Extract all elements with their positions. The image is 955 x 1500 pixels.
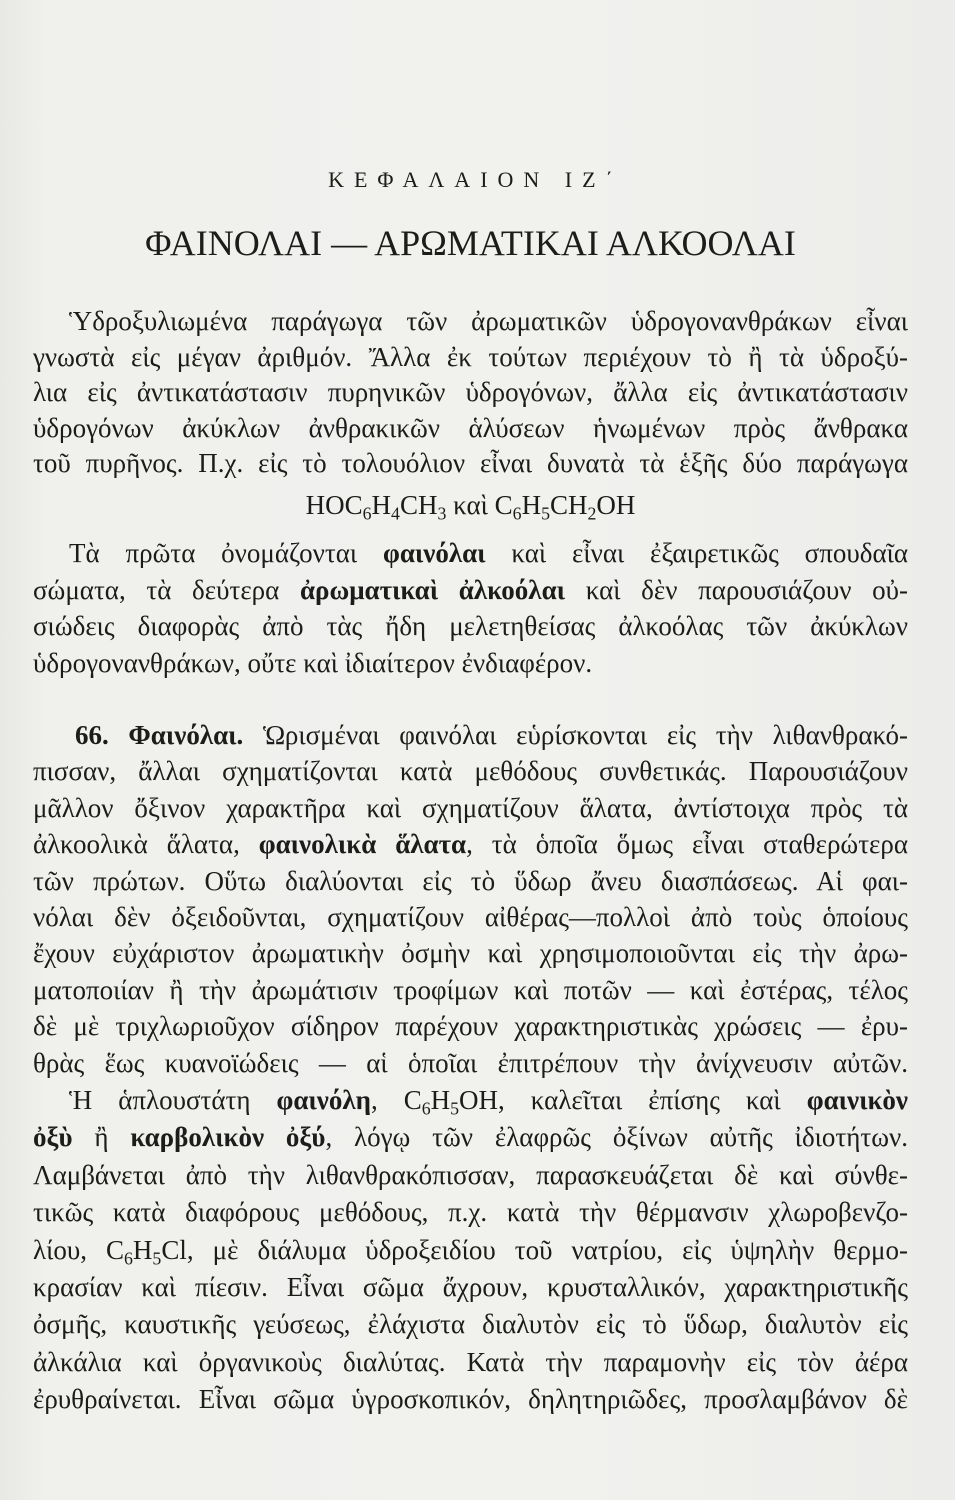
text-line (33, 411, 908, 447)
text-line (33, 446, 908, 482)
line-text (33, 1194, 908, 1231)
text-run: σώματα, τὰ δεύτερα (33, 574, 300, 605)
text-line (33, 1119, 908, 1156)
line-text (33, 972, 908, 1008)
line-text (33, 1344, 908, 1381)
text-run: γνωστὰ εἰς μέγαν ἀριθμόν. Ἄλλα ἐκ τούτων περιέχουν τὸ ἢ τὰ ὑδροξύ- (33, 341, 908, 372)
text-run: , τὰ ὁποῖα ὅμως εἶναι σταθερώτερα (466, 829, 908, 860)
line-text (33, 790, 908, 826)
text-run: καὶ δὲν παρουσιάζουν οὐ- (565, 574, 908, 605)
bold-term: ἀρωματικαὶ ἀλκοόλαι (299, 574, 566, 605)
line-text (33, 375, 908, 411)
text-run: τοῦ πυρῆνος. Π.χ. εἰς τὸ τολουόλιον εἶναι δυνατὰ τὰ ἑξῆς δύο παράγωγα (33, 448, 908, 478)
text-line (33, 1008, 908, 1044)
subscript: 2 (587, 503, 597, 524)
text-run: ὑδρογονανθράκων, οὔτε καὶ ἰδιαίτερον ἐνδιαφέρον. (33, 648, 593, 679)
text-line (33, 572, 908, 609)
text-line (33, 972, 908, 1008)
text-run: καὶ εἶναι ἐξαιρετικῶς σπουδαῖα (485, 538, 909, 568)
line-text (33, 935, 908, 971)
line-text (69, 535, 908, 572)
text-line (33, 1344, 908, 1381)
text-line (33, 1232, 908, 1269)
naming-paragraph (33, 535, 908, 682)
text-run: ὑδρογόνων ἀκύκλων ἀνθρακικῶν ἁλύσεων ἡνωμένων πρὸς ἄνθρακα (33, 412, 908, 443)
text-run: ἀλκοολικὰ ἅλατα, (33, 829, 259, 860)
line-text (75, 717, 908, 753)
text-run: Τὰ πρῶτα ὀνομάζονται (69, 538, 383, 568)
text-run: νόλαι δὲν ὀξειδοῦνται, σχηματίζουν αἰθέρας—πολλοὶ ἀπὸ τοὺς ὁποίους (33, 901, 908, 932)
text-line (33, 935, 908, 971)
text-run: ἀλκάλια καὶ ὀργανικοὺς διαλύτας. Κατὰ τὴν παραμονὴν εἰς τὸν ἀέρα (33, 1346, 908, 1377)
text-run: δὲ μὲ τριχλωριοῦχον σίδηρον παρέχουν χαρακτηριστικὰς χρώσεις — ἐρυ- (33, 1011, 908, 1042)
line-text (33, 753, 908, 789)
phenol-paragraph (33, 1082, 908, 1419)
text-line (33, 863, 908, 899)
line-text (33, 863, 908, 899)
text-run: μᾶλλον ὄξινον χαρακτῆρα καὶ σχηματίζουν ἅλατα, ἀντίστοιχα πρὸς τὰ (33, 792, 908, 823)
text-line (33, 1381, 908, 1418)
text-run: OH, καλεῖται ἐπίσης καὶ (459, 1085, 807, 1115)
text-run: ἐρυθραίνεται. Εἶναι σῶμα ὑγροσκοπικόν, δηλητηριῶδες, προσλαμβάνον δὲ (33, 1384, 908, 1415)
text-run: τικῶς κατὰ διαφόρους μεθόδους, π.χ. κατὰ τὴν θέρμανσιν χλωροβενζο- (33, 1197, 908, 1228)
text-run: ὀσμῆς, καυστικῆς γεύσεως, ἐλάχιστα διαλυτὸν εἰς τὸ ὕδωρ, διαλυτὸν εἰς (33, 1309, 908, 1340)
text-line (33, 826, 908, 862)
text-run: σιώδεις διαφορὰς ἀπὸ τὰς ἤδη μελετηθείσας ἀλκοόλας τῶν ἀκύκλων (33, 611, 908, 642)
line-text (69, 304, 908, 340)
text-run: H (371, 490, 392, 520)
subscript: 6 (512, 503, 522, 524)
section-66-paragraph (33, 717, 908, 1081)
text-run: Ἡ ἁπλουστάτη (69, 1085, 277, 1115)
text-run: H (430, 1085, 451, 1115)
line-text (33, 645, 592, 682)
bold-term: φαινολικὰ ἅλατα (258, 829, 467, 860)
text-run: CH (549, 490, 588, 520)
subscript: 6 (362, 503, 372, 524)
text-run: CH (399, 490, 438, 520)
line-text (33, 572, 908, 609)
text-line (33, 375, 908, 411)
subscript: 3 (437, 503, 447, 524)
bold-term: 66. Φαινόλαι. (75, 720, 244, 750)
bold-term: φαινόλαι (383, 538, 486, 568)
text-run: θρὰς ἕως κυανοϊώδεις — αἱ ὁποῖαι ἐπιτρέπουν τὴν ἀνίχνευσιν αὐτῶν. (33, 1047, 908, 1078)
text-run: τῶν πρώτων. Οὕτω διαλύονται εἰς τὸ ὕδωρ ἄνευ διασπάσεως. Αἱ φαι- (33, 865, 908, 896)
text-run: HOC (305, 490, 363, 520)
text-run: , λόγῳ τῶν ἐλαφρῶς ὀξίνων αὐτῆς ἰδιοτήτων. (325, 1122, 908, 1153)
text-line (33, 1157, 908, 1194)
subscript: 4 (391, 503, 400, 524)
text-run: καὶ C (446, 490, 513, 520)
text-run: Ὡρισμέναι φαινόλαι εὑρίσκονται εἰς τὴν λιθανθρακό- (243, 720, 909, 750)
bold-term: ὀξὺ (33, 1122, 73, 1153)
text-run: κρασίαν καὶ πίεσιν. Εἶναι σῶμα ἄχρουν, κρυσταλλικόν, χαρακτηριστικῆς (33, 1271, 908, 1302)
text-run: λίου, C (33, 1234, 125, 1265)
line-text (33, 608, 908, 645)
text-run: Cl, μὲ διάλυμα ὑδροξειδίου τοῦ νατρίου, εἰς ὑψηλὴν θερμο- (161, 1234, 908, 1265)
toluene-derivatives-formula (33, 487, 908, 523)
text-run: ἢ (72, 1122, 131, 1153)
line-text (33, 1381, 908, 1418)
line-text (33, 411, 908, 447)
text-run: OH (596, 490, 636, 520)
text-run: λια εἰς ἀντικατάστασιν πυρηνικῶν ὑδρογόνων, ἄλλα εἰς ἀντικατάστασιν (33, 377, 908, 407)
subscript: 6 (124, 1247, 133, 1268)
line-text (33, 1045, 908, 1081)
line-text (33, 826, 908, 862)
text-line (33, 1269, 908, 1306)
intro-paragraph (33, 304, 908, 482)
line-text (33, 1119, 908, 1156)
line-text (69, 1082, 908, 1119)
text-line (33, 790, 908, 826)
line-text (33, 1157, 908, 1194)
text-line (33, 1194, 908, 1231)
text-line (33, 899, 908, 935)
text-run: H (132, 1234, 153, 1265)
bold-term: φαινικὸν (806, 1085, 908, 1115)
line-text (33, 1008, 908, 1044)
text-line (33, 1306, 908, 1343)
subscript: 5 (541, 503, 550, 524)
text-run: Λαμβάνεται ἀπὸ τὴν λιθανθρακόπισσαν, παρασκευάζεται δὲ καὶ σύνθε- (33, 1159, 908, 1190)
subscript: 6 (421, 1098, 431, 1119)
chapter-title: ΦΑΙΝΟΛΑΙ — ΑΡΩΜΑΤΙΚΑΙ ΑΛΚΟΟΛΑΙ (145, 223, 796, 263)
text-line (33, 535, 908, 572)
bold-term: φαινόλη (276, 1085, 371, 1115)
text-line (33, 487, 908, 523)
text-line (33, 340, 908, 376)
text-run: πισσαν, ἄλλαι σχηματίζονται κατὰ μεθόδους συνθετικάς. Παρουσιάζουν (33, 756, 908, 787)
line-text (33, 340, 908, 376)
text-line (33, 304, 908, 340)
line-text (33, 1306, 908, 1343)
line-text (306, 487, 636, 523)
line-text (33, 1232, 908, 1269)
text-line (33, 1082, 908, 1119)
subscript: 5 (152, 1247, 162, 1268)
line-text (33, 1269, 908, 1306)
text-line (33, 645, 908, 682)
line-text (33, 446, 908, 482)
bold-term: καρβολικὸν ὀξύ (130, 1122, 326, 1153)
text-run: H (521, 490, 542, 520)
text-line (33, 1045, 908, 1081)
text-line (33, 608, 908, 645)
text-line (33, 753, 908, 789)
chapter-label: ΚΕΦΑΛΑΙΟΝ ΙΖ΄ (328, 167, 623, 192)
text-line (33, 717, 908, 753)
text-run: , C (370, 1085, 422, 1115)
subscript: 5 (450, 1098, 460, 1119)
text-run: ματοποιίαν ἢ τὴν ἀρωμάτισιν τροφίμων καὶ ποτῶν — καὶ ἐστέρας, τέλος (33, 974, 908, 1005)
text-run: ἔχουν εὐχάριστον ἀρωματικὴν ὀσμὴν καὶ χρησιμοποιοῦνται εἰς τὴν ἀρω- (33, 938, 908, 969)
text-run: Ὑδροξυλιωμένα παράγωγα τῶν ἀρωματικῶν ὑδρογονανθράκων εἶναι (69, 306, 908, 336)
line-text (33, 899, 908, 935)
